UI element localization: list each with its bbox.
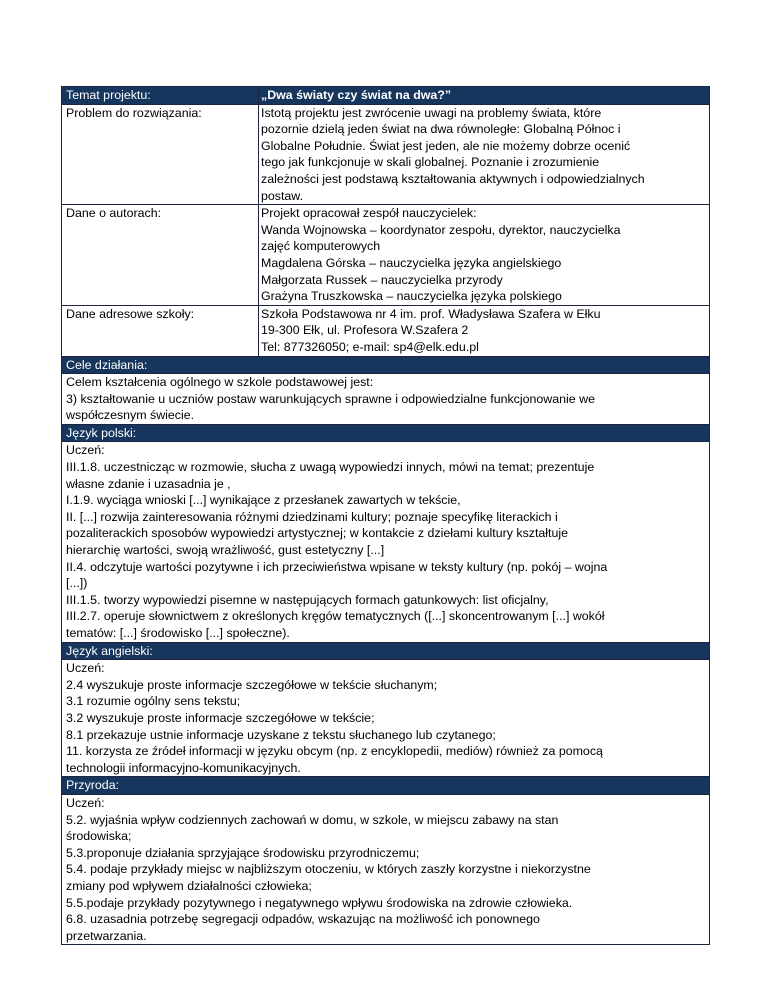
text-line: postaw.	[261, 188, 304, 203]
text-line: tego jak funkcjonuje w skali globalnej. Poznanie i zrozumienie	[261, 155, 600, 170]
text-line: Wanda Wojnowska – koordynator zespołu, dyrektor, nauczycielka	[261, 222, 621, 237]
text-line: własne zdanie i uzasadnia je ,	[66, 476, 231, 491]
text-line: zmiany pod wpływem działalności człowieka;	[66, 878, 312, 893]
topic-value: „Dwa światy czy świat na dwa?”	[258, 87, 709, 104]
text-line: II. [...] rozwija zainteresowania różnymi dziedzinami kultury; poznaje specyfikę literackich i	[66, 509, 558, 524]
text-line: 8.1 przekazuje ustnie informacje uzyskane z tekstu słuchanego lub czytanego;	[66, 727, 496, 742]
nature-section	[62, 795, 709, 944]
text-line: Istotą projektu jest zwrócenie uwagi na problemy świata, które	[261, 105, 602, 120]
text-line: 11. korzysta ze źródeł informacji w języku obcym (np. z encyklopedii, mediów) również za pomocą	[66, 744, 603, 759]
project-document	[61, 86, 710, 945]
text-line: 5.3.proponuje działania sprzyjające środowisku przyrodniczemu;	[66, 845, 420, 860]
text-line: Małgorzata Russek – nauczycielka przyrody	[261, 272, 503, 287]
text-line: Projekt opracował zespół nauczycielek:	[261, 206, 477, 221]
text-line: przetwarzania.	[66, 928, 147, 943]
text-line: 6.8. uzasadnia potrzebę segregacji odpadów, wskazując na możliwość ich ponownego	[66, 912, 540, 927]
nature-header: Przyroda:	[62, 777, 709, 795]
text-line: 3.1 rozumie ogólny sens tekstu;	[66, 694, 241, 709]
text-line: Uczeń:	[66, 795, 105, 810]
text-line: zajęć komputerowych	[261, 239, 381, 254]
text-line: współczesnym świecie.	[66, 408, 195, 423]
text-line: III.2.7. operuje słownictwem z określonych kręgów tematycznych ([...] skoncentrowanym [...] wokół	[66, 609, 605, 624]
goals-header: Cele działania:	[62, 357, 709, 375]
text-line: 5.5.podaje przykłady pozytywnego i negatywnego wpływu środowiska na zdrowie człowieka.	[66, 895, 573, 910]
school-label: Dane adresowe szkoły:	[66, 306, 195, 321]
school-row	[62, 306, 709, 357]
text-line: Tel: 877326050; e-mail: sp4@elk.edu.pl	[261, 339, 479, 354]
text-line: Grażyna Truszkowska – nauczycielka języka polskiego	[261, 289, 562, 304]
text-line: Szkoła Podstawowa nr 4 im. prof. Władysława Szafera w Ełku	[261, 306, 601, 321]
problem-row	[62, 105, 709, 206]
text-line: pozornie dzielą jeden świat na dwa równoległe: Globalną Północ i	[261, 122, 621, 137]
text-line: technologii informacyjno-komunikacyjnych.	[66, 760, 301, 775]
goals-section	[62, 374, 709, 425]
topic-label: Temat projektu:	[62, 87, 258, 104]
text-line: Celem kształcenia ogólnego w szkole podstawowej jest:	[66, 375, 374, 390]
text-line: środowiska;	[66, 829, 132, 844]
topic-row	[62, 87, 709, 105]
polish-header: Język polski:	[62, 425, 709, 443]
text-line: [...])	[66, 576, 88, 591]
authors-label: Dane o autorach:	[66, 206, 162, 221]
text-line: pozaliterackich sposobów wypowiedzi artystycznej; w kontakcie z dziełami kultury kształtuje	[66, 526, 569, 541]
english-section	[62, 660, 709, 777]
text-line: Globalne Południe. Świat jest jeden, ale nie możemy dobrze ocenić	[261, 138, 631, 153]
text-line: III.1.8. uczestnicząc w rozmowie, słucha z uwagą wypowiedzi innych, mówi na temat; prezentuje	[66, 460, 595, 475]
text-line: 5.4. podaje przykłady miejsc w najbliższym otoczeniu, w których zaszły korzystne i niekorzystne	[66, 862, 591, 877]
text-line: 19-300 Ełk, ul. Profesora W.Szafera 2	[261, 323, 469, 338]
problem-value	[258, 105, 709, 205]
text-line: 5.2. wyjaśnia wpływ codziennych zachowań w domu, w szkole, w miejscu zabawy na stan	[66, 812, 559, 827]
authors-row	[62, 205, 709, 306]
school-value	[258, 306, 709, 356]
authors-value	[258, 205, 709, 305]
text-line: III.1.5. tworzy wypowiedzi pisemne w następujących formach gatunkowych: list oficjalny,	[66, 592, 549, 607]
text-line: Uczeń:	[66, 443, 105, 458]
polish-section	[62, 442, 709, 642]
text-line: hierarchię wartości, swoją wrażliwość, gust estetyczny [...]	[66, 543, 385, 558]
text-line: Magdalena Górska – nauczycielka języka angielskiego	[261, 255, 562, 270]
english-header: Język angielski:	[62, 643, 709, 661]
text-line: I.1.9. wyciąga wnioski [...] wynikające z przesłanek zawartych w tekście,	[66, 493, 461, 508]
problem-label: Problem do rozwiązania:	[66, 105, 202, 120]
text-line: 3) kształtowanie u uczniów postaw warunkujących sprawne i odpowiedzialne funkcjonowanie we	[66, 391, 595, 406]
text-line: II.4. odczytuje wartości pozytywne i ich przeciwieństwa wpisane w teksty kultury (np. pokój – wojna	[66, 559, 608, 574]
text-line: 3.2 wyszukuje proste informacje szczegółowe w tekście;	[66, 710, 375, 725]
text-line: tematów: [...] środowisko [...] społeczne).	[66, 626, 290, 640]
text-line: zależności jest podstawą kształtowania aktywnych i odpowiedzialnych	[261, 171, 645, 186]
text-line: 2.4 wyszukuje proste informacje szczegółowe w tekście słuchanym;	[66, 677, 438, 692]
text-line: Uczeń:	[66, 661, 105, 676]
